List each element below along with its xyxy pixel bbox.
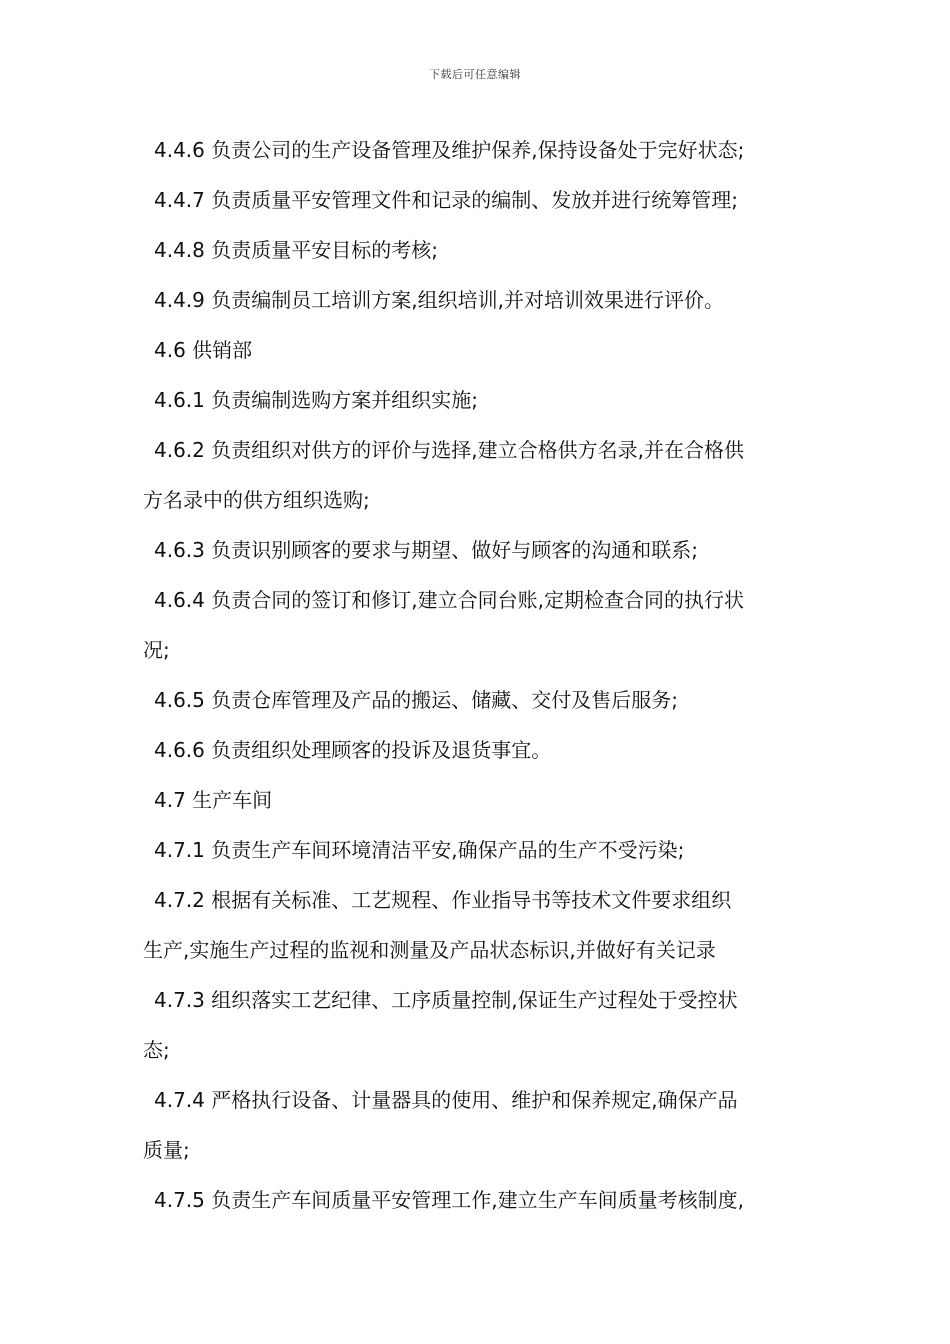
text-line: 4.7.5 负责生产车间质量平安管理工作,建立生产车间质量考核制度, [154, 1188, 744, 1212]
text-line: 4.6.5 负责仓库管理及产品的搬运、储藏、交付及售后服务; [154, 688, 678, 712]
text-line: 4.7.3 组织落实工艺纪律、工序质量控制,保证生产过程处于受控状 [154, 988, 738, 1012]
text-line: 4.6.6 负责组织处理顾客的投诉及退货事宜。 [154, 738, 552, 762]
text-line: 4.6.2 负责组织对供方的评价与选择,建立合格供方名录,并在合格供 [154, 438, 744, 462]
text-line: 方名录中的供方组织选购; [143, 488, 370, 512]
text-line: 态; [143, 1038, 170, 1062]
text-line: 4.4.9 负责编制员工培训方案,组织培训,并对培训效果进行评价。 [154, 288, 724, 312]
text-line: 质量; [143, 1138, 190, 1162]
text-line: 4.4.8 负责质量平安目标的考核; [154, 238, 438, 262]
text-line: 4.4.7 负责质量平安管理文件和记录的编制、发放并进行统筹管理; [154, 188, 738, 212]
text-line: 生产,实施生产过程的监视和测量及产品状态标识,并做好有关记录 [143, 938, 716, 962]
text-line: 4.6.1 负责编制选购方案并组织实施; [154, 388, 478, 412]
document-body [143, 130, 811, 1230]
text-line: 4.6 供销部 [154, 338, 253, 362]
text-line: 4.6.4 负责合同的签订和修订,建立合同台账,定期检查合同的执行状 [154, 588, 744, 612]
text-line: 4.6.3 负责识别顾客的要求与期望、做好与顾客的沟通和联系; [154, 538, 698, 562]
text-line: 4.7.2 根据有关标准、工艺规程、作业指导书等技术文件要求组织 [154, 888, 732, 912]
text-line: 况; [143, 638, 170, 662]
text-line: 4.7.1 负责生产车间环境清洁平安,确保产品的生产不受污染; [154, 838, 685, 862]
text-line: 4.4.6 负责公司的生产设备管理及维护保养,保持设备处于完好状态; [154, 138, 745, 162]
text-line: 4.7.4 严格执行设备、计量器具的使用、维护和保养规定,确保产品 [154, 1088, 738, 1112]
text-line: 4.7 生产车间 [154, 788, 273, 812]
page-header-note: 下载后可任意编辑 [429, 68, 521, 81]
